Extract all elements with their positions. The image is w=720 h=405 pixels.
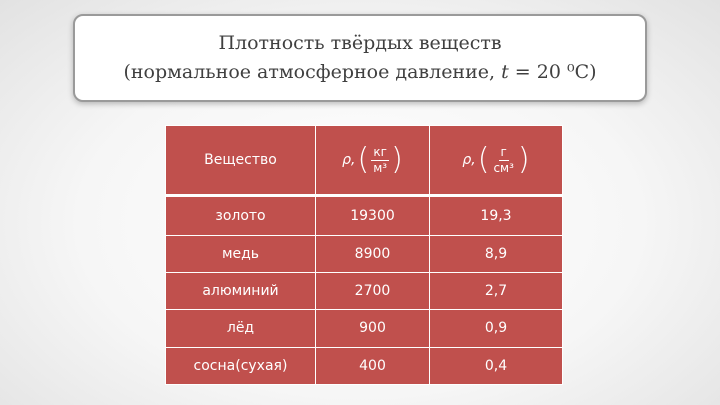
header-substance: Вещество — [166, 126, 316, 196]
table-row — [166, 235, 563, 272]
close-paren: ) — [517, 142, 530, 177]
header-density-g-cm3 — [430, 126, 563, 196]
equals-sign: = — [508, 61, 537, 83]
temperature-value: 20 ⁰C — [536, 61, 590, 83]
cell-density-kg-m3: 900 — [316, 310, 430, 347]
table-header-row — [166, 126, 563, 196]
header-density-kg-m3 — [316, 126, 430, 196]
cell-substance: алюминий — [166, 272, 316, 309]
title-box — [73, 14, 647, 102]
cell-density-g-cm3: 8,9 — [430, 235, 563, 272]
cell-substance: медь — [166, 235, 316, 272]
cell-density-kg-m3: 19300 — [316, 196, 430, 236]
subtitle-suffix: ) — [589, 61, 597, 83]
unit-denominator: см³ — [493, 160, 514, 175]
density-table — [165, 125, 563, 385]
table-row — [166, 347, 563, 384]
unit-denominator: м³ — [373, 160, 388, 175]
unit-numerator: г — [500, 144, 507, 159]
table-row — [166, 196, 563, 236]
cell-substance: лёд — [166, 310, 316, 347]
slide-title: Плотность твёрдых веществ — [218, 32, 502, 54]
open-paren: ( — [357, 142, 370, 177]
cell-density-g-cm3: 0,9 — [430, 310, 563, 347]
cell-density-kg-m3: 8900 — [316, 235, 430, 272]
unit-numerator: кг — [373, 144, 387, 159]
cell-density-kg-m3: 400 — [316, 347, 430, 384]
cell-density-g-cm3: 19,3 — [430, 196, 563, 236]
table-row — [166, 310, 563, 347]
cell-density-g-cm3: 0,4 — [430, 347, 563, 384]
cell-substance: сосна(сухая) — [166, 347, 316, 384]
rho-symbol: ρ, — [462, 152, 476, 168]
slide-subtitle — [123, 58, 596, 87]
temperature-variable: t — [501, 61, 509, 83]
cell-density-g-cm3: 2,7 — [430, 272, 563, 309]
open-paren: ( — [477, 142, 490, 177]
unit-fraction — [491, 145, 515, 176]
table-row — [166, 272, 563, 309]
cell-substance: золото — [166, 196, 316, 236]
close-paren: ) — [391, 142, 403, 177]
unit-fraction — [371, 145, 389, 176]
rho-symbol: ρ, — [342, 152, 356, 168]
subtitle-prefix: (нормальное атмосферное давление, — [123, 61, 502, 83]
cell-density-kg-m3: 2700 — [316, 272, 430, 309]
